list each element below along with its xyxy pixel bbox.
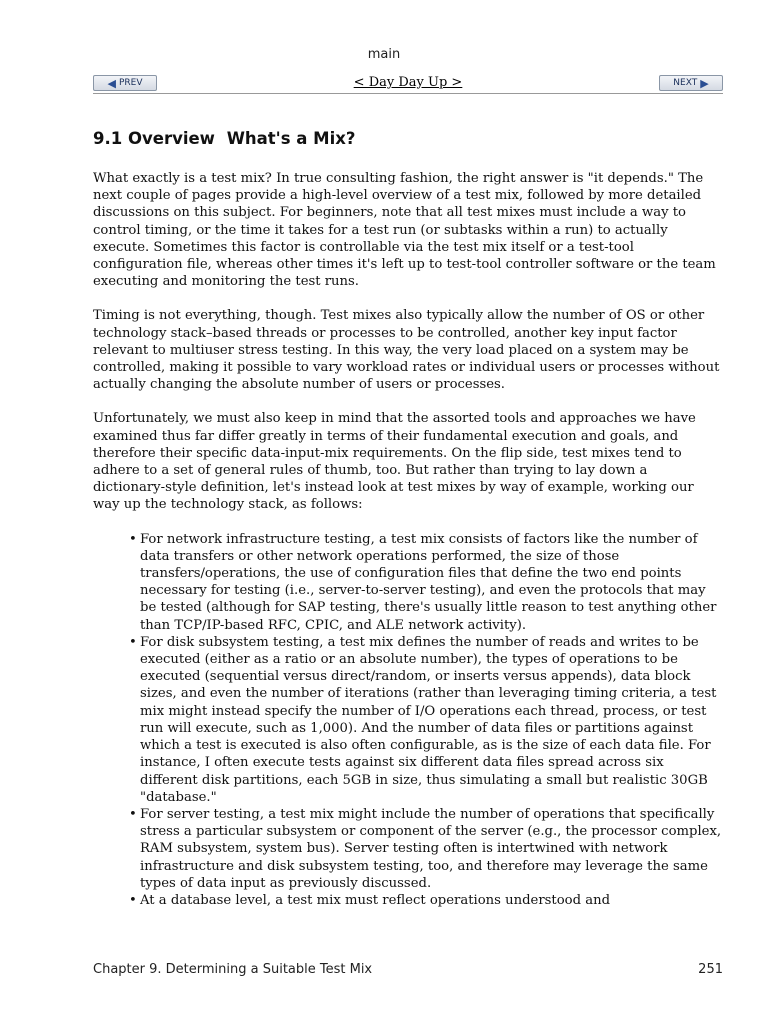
paragraph: What exactly is a test mix? In true consulting fashion, the right answer is "it depends." The next couple of pages provide a high-level overview of a test mix, followed by more detailed discussions on this subject. For beginners, note that all test mixes must include a way to control timing, or the time it takes for a test run (or subtasks within a run) to actually execute. Sometimes this factor is controllable via the test mix itself or a test-tool configuration file, whereas other times it's left up to test-tool controller software or the team executing and monitoring the test runs.: [93, 171, 716, 290]
prev-label: PREV: [118, 78, 143, 88]
next-button[interactable]: [659, 75, 723, 91]
arrow-left-icon: ◀: [107, 76, 116, 90]
paragraph: Unfortunately, we must also keep in mind that the assorted tools and approaches we have examined thus far differ greatly in terms of their fundamental execution and goals, and therefore their specific data-input-mix requirements. On the flip side, test mixes tend to adhere to a set of general rules of thumb, too. But rather than trying to lay down a dictionary-style definition, let's instead look at test mixes by way of example, working our way up the technology stack, as follows:: [93, 411, 696, 513]
page-number: 251: [698, 962, 723, 977]
arrow-right-icon: ▶: [700, 76, 709, 90]
list-item: • For network infrastructure testing, a test mix consists of factors like the number of data transfers or other network operations performed, the size of those transfers/operations, the use of configuration files that define the two end points necessary for testing (i.e., server-to-server testing), and even the protocols that may be tested (although for SAP testing, there's usually little reason to test anything other than TCP/IP-based RFC, CPIC, and ALE network activity).: [140, 531, 723, 634]
list-item: • At a database level, a test mix must reflect operations understood and: [140, 892, 723, 909]
section-heading: [93, 128, 723, 150]
list-item: • For disk subsystem testing, a test mix defines the number of reads and writes to be executed (either as a ratio or an absolute number), the types of operations to be executed (sequential versus direct/random, or inserts versus appends), data block sizes, and even the number of iterations (rather than leveraging timing criteria, a test mix might instead specify the number of I/O operations each thread, process, or test run will execute, such as 1,000). And the number of data files or partitions against which a test is executed is also often configurable, as is the size of each data file. For instance, I often execute tests against six different data files spread across six different disk partitions, each 5GB in size, thus simulating a small but realistic 30GB "database.": [140, 634, 723, 806]
list-item: • For server testing, a test mix might include the number of operations that specifically stress a particular subsystem or component of the server (e.g., the processor complex, RAM subsystem, system bus). Server testing often is intertwined with network infrastructure and disk subsystem testing, too, and therefore may leverage the same types of data input as previously discussed.: [140, 806, 723, 892]
chapter-title: Chapter 9. Determining a Suitable Test Mix: [93, 962, 373, 977]
next-label: NEXT: [673, 78, 698, 88]
running-header: main: [367, 47, 401, 62]
navigation-bar: [93, 75, 723, 94]
page-content: [93, 128, 723, 909]
section-number: 9.1 Overview: [93, 129, 215, 148]
bullet-list: [93, 531, 723, 909]
page-footer: [93, 962, 723, 977]
paragraph: Timing is not everything, though. Test mixes also typically allow the number of OS or other technology stack–based threads or processes to be controlled, another key input factor relevant to multiuser stress testing. In this way, the very load placed on a system may be controlled, making it possible to vary workload rates or individual users or processes without actually changing the absolute number of users or processes.: [93, 308, 720, 393]
section-title: What's a Mix?: [226, 129, 356, 148]
day-day-up-link[interactable]: < Day Day Up >: [353, 75, 463, 90]
